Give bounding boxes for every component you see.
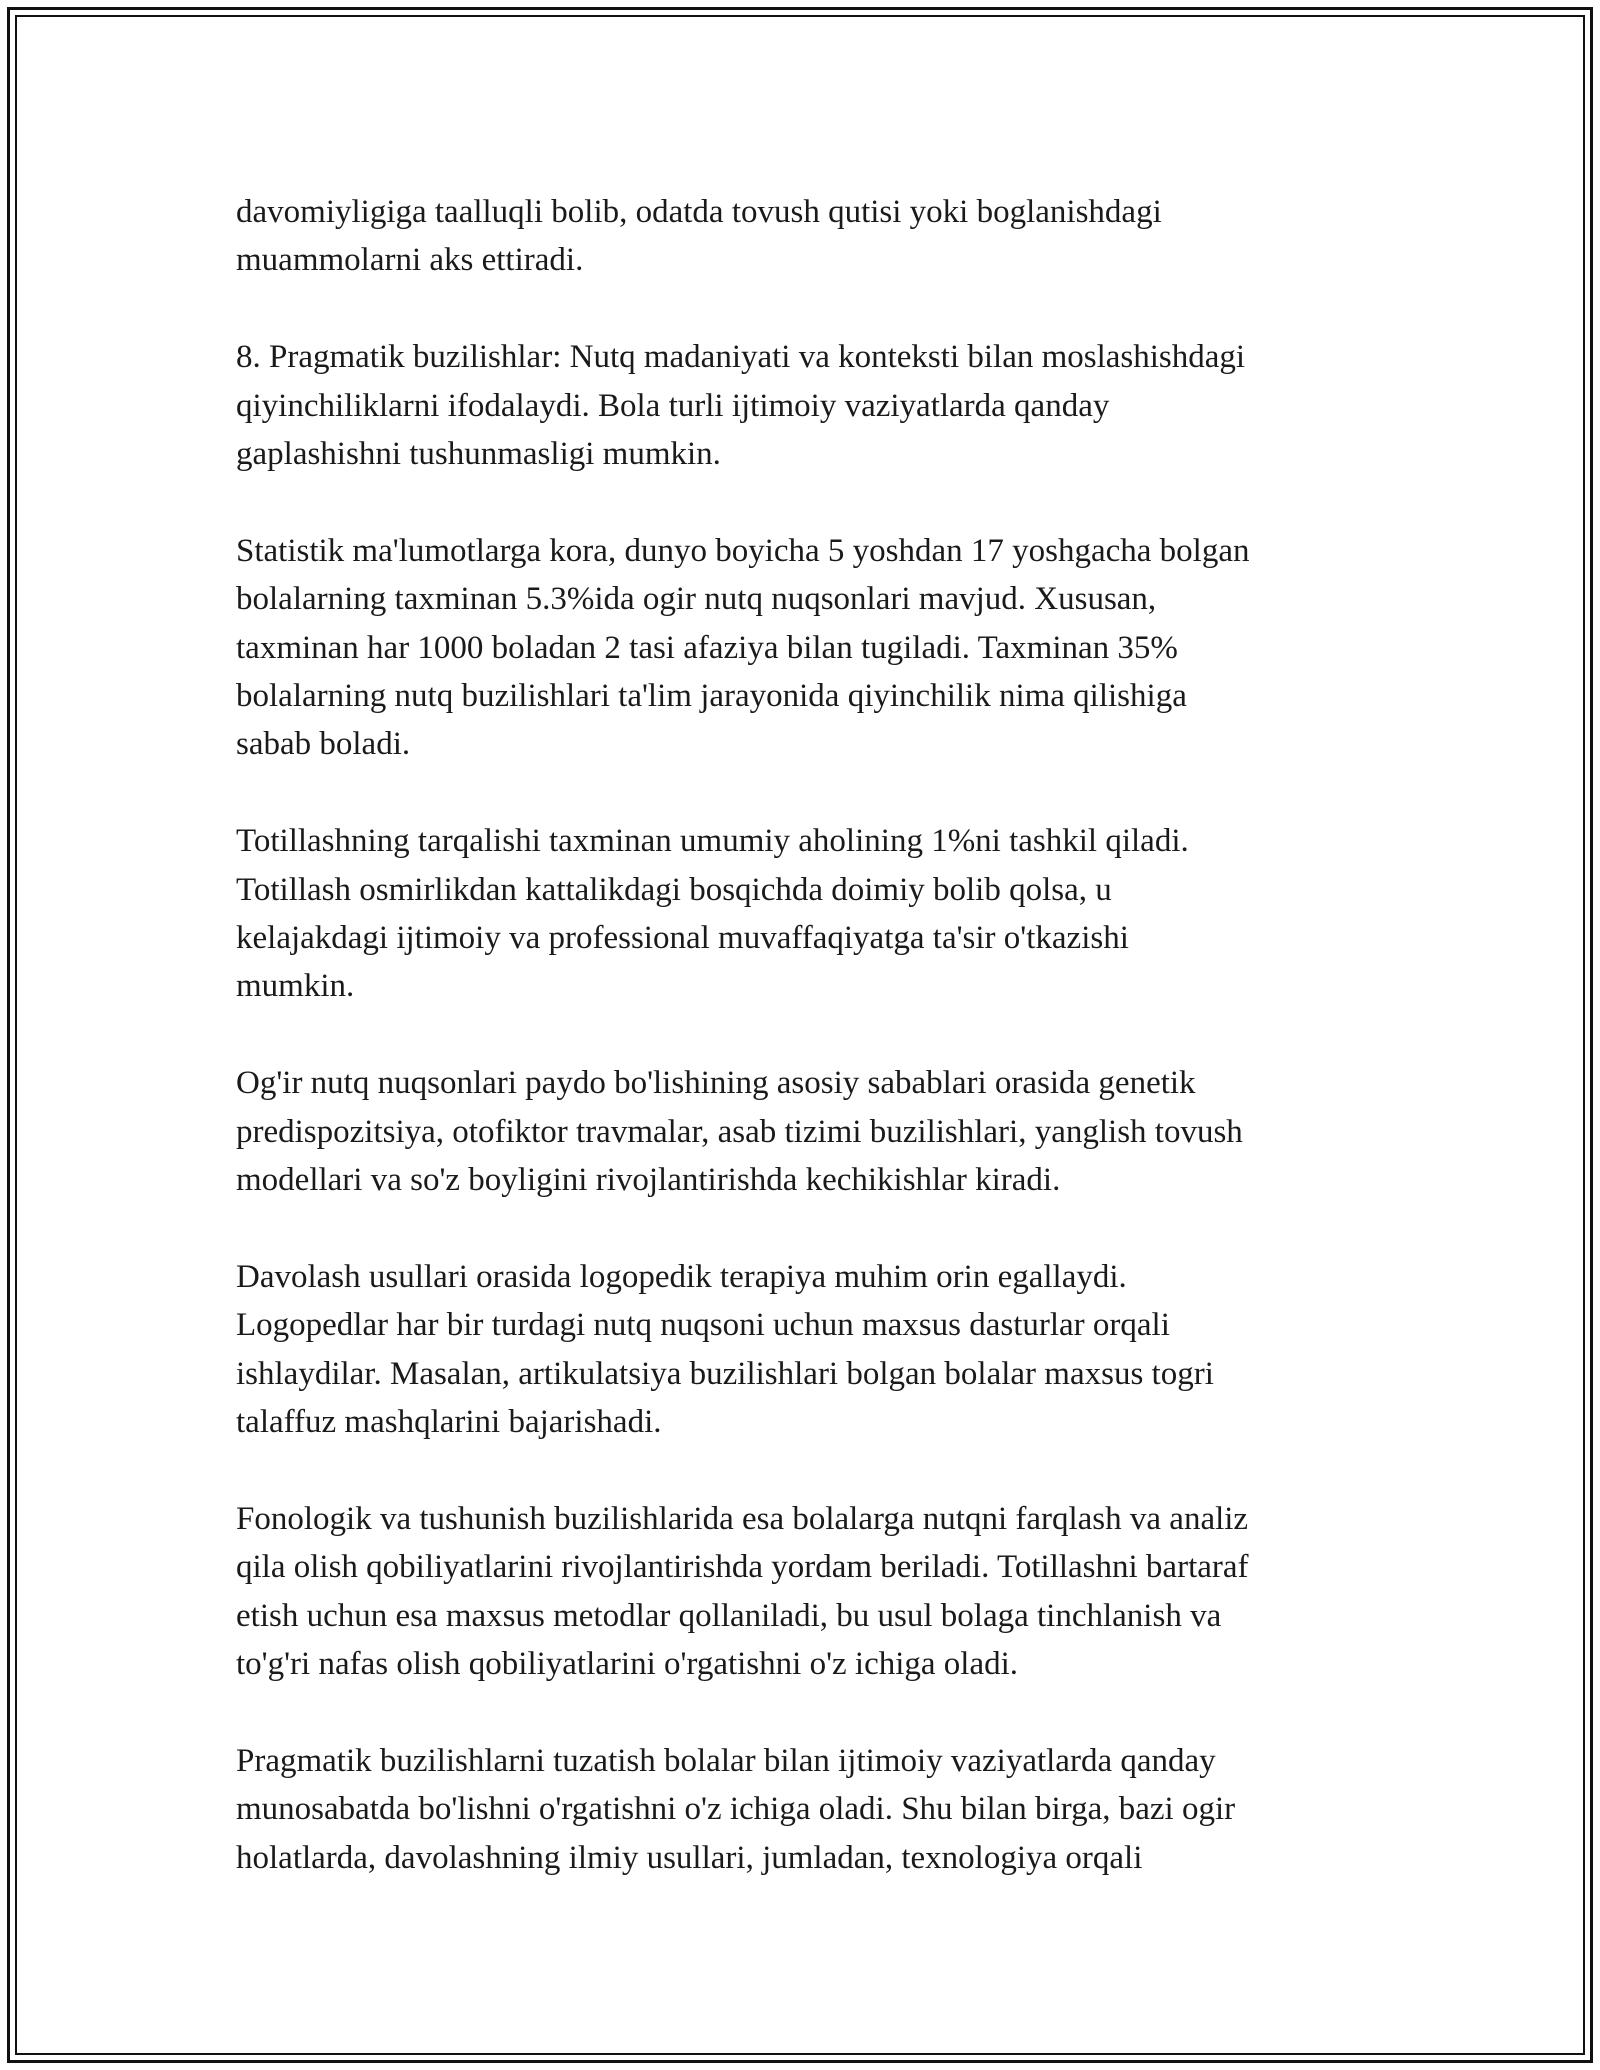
text-line: ishlaydilar. Masalan, artikulatsiya buzilishlari bolgan bolalar maxsus togri [236, 1355, 1214, 1392]
text-line: Totillash osmirlikdan kattalikdagi bosqichda doimiy bolib qolsa, u [236, 871, 1112, 908]
paragraph [236, 817, 1366, 1011]
paragraph [236, 1059, 1366, 1204]
text-line: to'g'ri nafas olish qobiliyatlarini o'rgatishni o'z ichiga oladi. [236, 1646, 1019, 1683]
text-line: qiyinchiliklarni ifodalaydi. Bola turli ijtimoiy vaziyatlarda qanday [236, 387, 1110, 424]
text-line: Fonologik va tushunish buzilishlarida esa bolalarga nutqni farqlash va analiz [236, 1500, 1249, 1537]
text-line: talaffuz mashqlarini bajarishadi. [236, 1404, 662, 1441]
text-line: Logopedlar har bir turdagi nutq nuqsoni uchun maxsus dasturlar orqali [236, 1307, 1170, 1344]
text-line: munosabatda bo'lishni o'rgatishni o'z ichiga oladi. Shu bilan birga, bazi ogir [236, 1791, 1236, 1828]
text-line: muammolarni aks ettiradi. [236, 242, 584, 279]
text-line: holatlarda, davolashning ilmiy usullari, jumladan, texnologiya orqali [236, 1839, 1143, 1876]
paragraph [236, 1253, 1366, 1447]
paragraph [236, 188, 1366, 285]
text-line: taxminan har 1000 boladan 2 tasi afaziya bilan tugiladi. Taxminan 35% [236, 629, 1178, 666]
text-line: bolalarning nutq buzilishlari ta'lim jarayonida qiyinchilik nima qilishiga [236, 678, 1187, 715]
text-line: davomiyligiga taalluqli bolib, odatda tovush qutisi yoki boglanishdagi [236, 194, 1162, 230]
text-line: Pragmatik buzilishlarni tuzatish bolalar bilan ijtimoiy vaziyatlarda qanday [236, 1742, 1216, 1779]
text-line: bolalarning taxminan 5.3%ida ogir nutq nuqsonlari mavjud. Xususan, [236, 581, 1157, 618]
paragraph [236, 1495, 1366, 1689]
paragraph [236, 1737, 1366, 1882]
text-line: qila olish qobiliyatlarini rivojlantirishda yordam beriladi. Totillashni bartaraf [236, 1549, 1249, 1586]
text-line: predispozitsiya, otofiktor travmalar, asab tizimi buzilishlari, yanglish tovush [236, 1113, 1243, 1150]
text-line: Totillashning tarqalishi taxminan umumiy aholining 1%ni tashkil qiladi. [236, 823, 1189, 860]
text-line: gaplashishni tushunmasligi mumkin. [236, 436, 721, 473]
text-line: sabab boladi. [236, 726, 411, 763]
text-line: Davolash usullari orasida logopedik terapiya muhim orin egallaydi. [236, 1258, 1127, 1295]
text-line: 8. Pragmatik buzilishlar: Nutq madaniyati va konteksti bilan moslashishdagi [236, 339, 1246, 376]
text-line: mumkin. [236, 968, 355, 1005]
paragraph [236, 333, 1366, 478]
paragraph [236, 527, 1366, 769]
document-body [236, 188, 1366, 1931]
text-line: kelajakdagi ijtimoiy va professional muvaffaqiyatga ta'sir o'tkazishi [236, 920, 1129, 957]
text-line: Statistik ma'lumotlarga kora, dunyo boyicha 5 yoshdan 17 yoshgacha bolgan [236, 532, 1250, 569]
text-line: modellari va so'z boyligini rivojlantirishda kechikishlar kiradi. [236, 1162, 1061, 1199]
text-line: Og'ir nutq nuqsonlari paydo bo'lishining asosiy sabablari orasida genetik [236, 1065, 1196, 1102]
text-line: etish uchun esa maxsus metodlar qollaniladi, bu usul bolaga tinchlanish va [236, 1597, 1222, 1634]
